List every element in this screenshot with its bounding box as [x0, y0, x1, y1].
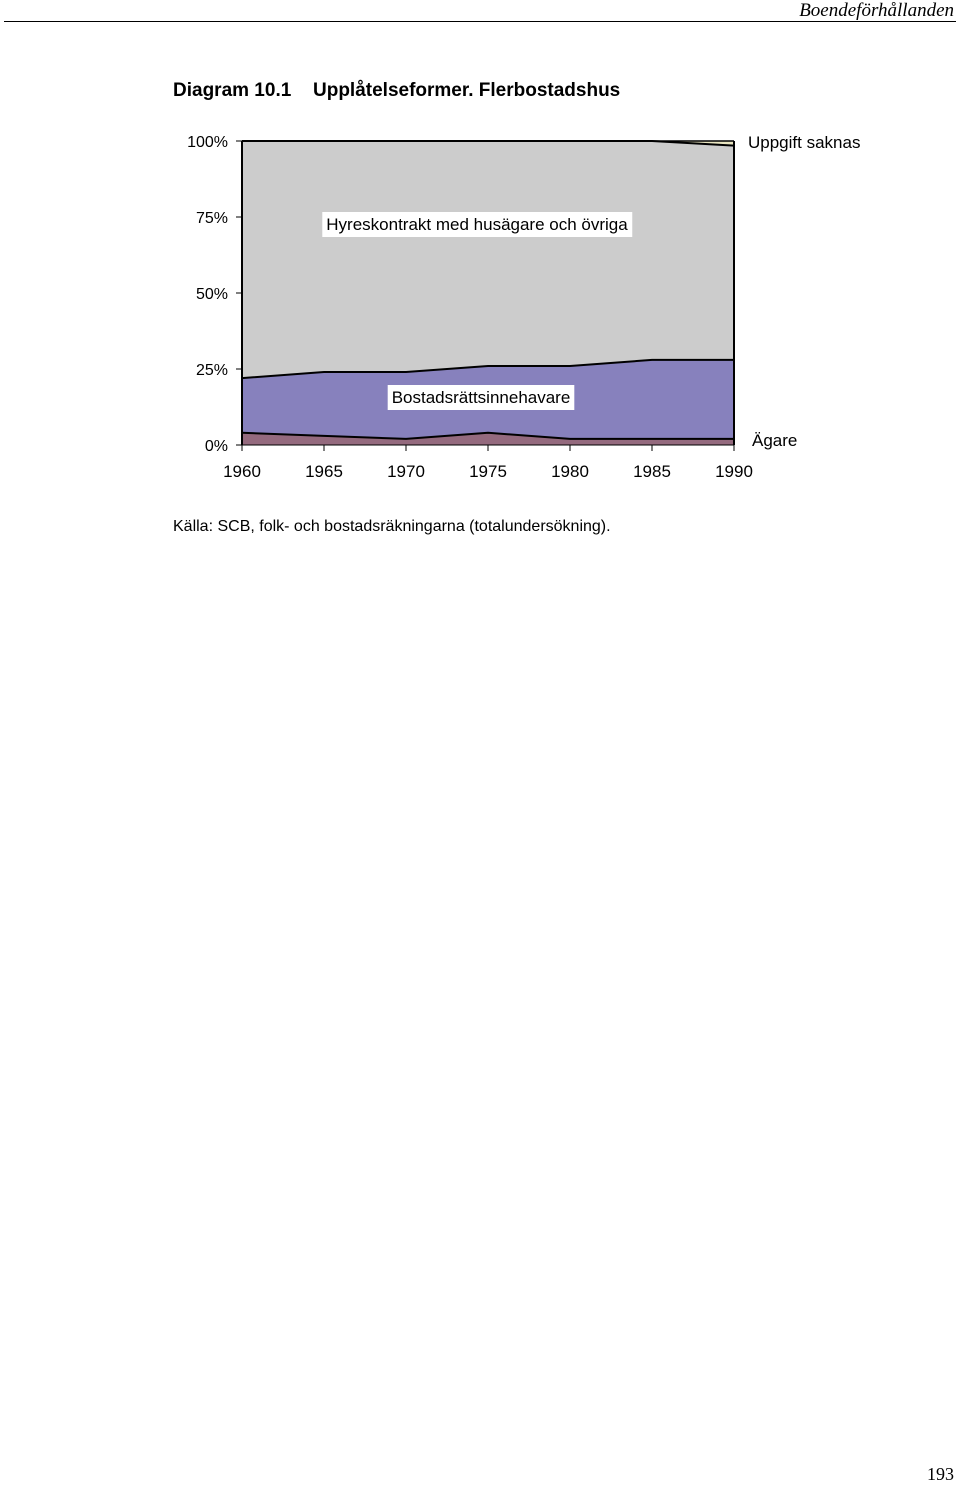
x-tick-label: 1960	[223, 462, 261, 481]
x-tick-label: 1980	[551, 462, 589, 481]
label-uppgift-saknas: Uppgift saknas	[748, 133, 861, 152]
x-tick-label: 1985	[633, 462, 671, 481]
x-tick-label: 1975	[469, 462, 507, 481]
x-tick-label: 1990	[715, 462, 753, 481]
chart-number: Diagram 10.1	[173, 80, 292, 101]
y-tick-label: 75%	[195, 210, 228, 227]
chart-title-text: Upplåtelseformer. Flerbostadshus	[313, 80, 621, 101]
stacked-area-chart	[0, 0, 960, 500]
x-tick-label: 1970	[387, 462, 425, 481]
y-tick-label: 25%	[195, 362, 228, 379]
y-tick-label: 50%	[195, 286, 228, 303]
running-header: Boendeförhållanden	[799, 0, 954, 21]
area-series-3	[242, 141, 734, 378]
label-agare: Ägare	[752, 431, 798, 450]
y-tick-label: 100%	[187, 134, 228, 151]
y-tick-label: 0%	[204, 438, 228, 455]
label-hyreskontrakt: Hyreskontrakt med husägare och övriga	[326, 215, 628, 234]
source-note: Källa: SCB, folk- och bostadsräkningarna (totalundersökning).	[173, 518, 611, 535]
page-number: 193	[927, 1464, 954, 1484]
x-tick-label: 1965	[305, 462, 343, 481]
label-bostadsratt: Bostadsrättsinnehavare	[391, 388, 571, 407]
